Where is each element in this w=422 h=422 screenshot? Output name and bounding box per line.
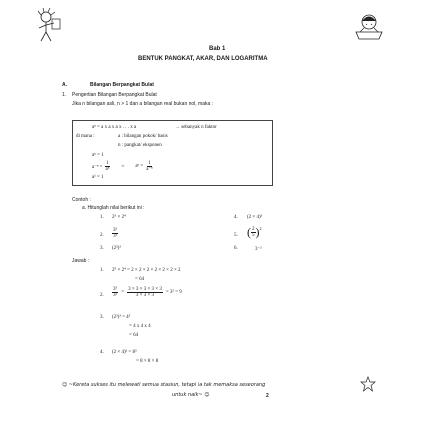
answer-number: 1. (100, 268, 104, 273)
answer-step: (2 × 4)³ = 8³ (112, 350, 137, 355)
answer-step: (2²)³ = 4³ (112, 315, 131, 320)
expansion-note: → sebanyak n faktor (175, 125, 217, 130)
answer-step: = 64 (129, 333, 139, 338)
expansion-formula: aⁿ = a x a x a x . . . x a (92, 125, 137, 130)
section-heading: Bilangan Berpangkat Bulat (90, 82, 154, 88)
answer-step: = 64 (135, 277, 145, 282)
answer-number: 4. (100, 350, 104, 355)
example-item-expression: 2⁵ × 2⁴ (112, 215, 126, 220)
reading-girl-doodle-icon (34, 8, 64, 44)
example-item-expression: (2²)³ (112, 246, 121, 251)
chapter-label: Bab 1 (209, 46, 226, 52)
example-item-paren-fraction: ( $\frac{2}{5}$ ) 2 (247, 225, 262, 239)
studying-boy-doodle-icon (352, 12, 386, 42)
answer-step: 2⁵ × 2⁴ = 2 × 2 × 2 × 2 × 2 × 2 × 2 (112, 268, 181, 273)
answer-step: = 8 × 8 × 8 (136, 359, 159, 364)
footer-quote-line-1: ☺ ~Kereta sukses itu melewati semua stasiun, tetapi ia tak memaksa seseorang (62, 382, 266, 388)
footer-quote-line-2: untuk naik~ ☺ (172, 392, 210, 398)
rule-negative-power (92, 161, 154, 172)
example-item-number: 1. (100, 215, 104, 220)
subsection-heading: Pengertian Bilangan Berpangkat Bulat (72, 92, 157, 98)
example-item-number: 6. (234, 246, 238, 251)
rule2-mid: aⁿ = (135, 164, 144, 169)
example-label: Contoh : (72, 197, 91, 203)
answer-step-fraction: $\frac{\text{3⁵}}{\text{3²}}$ = $\frac{3 \times 3 \times 3 \times 3 \times 3}{3 \times 3 \times 3}$ = 3² = 9 (113, 287, 182, 298)
where-label: di mana : (76, 134, 95, 139)
example-item-number: 4. (234, 215, 238, 220)
answer-label: Jawab : (72, 258, 90, 264)
star-doodle-icon (360, 376, 376, 392)
example-item-number: 3. (100, 246, 104, 251)
example-task: a. Hitunglah nilai berikut ini : (82, 205, 145, 211)
definition-intro: Jika n bilangan asli, n > 1 dan a bilangan real bukan nol, maka : (72, 101, 214, 107)
example-item-number: 2. (100, 233, 104, 238)
answer-number: 3. (100, 315, 104, 320)
where-a: a : bilangan pokok/ basis (118, 134, 168, 139)
page-number: 2 (266, 393, 269, 399)
example-item-fraction: $\frac{\text{3⁵}}{\text{3²}}$ (113, 228, 118, 239)
rule-power-one: a¹ = 1 (92, 175, 104, 180)
equivalence-arrow-icon: ⇔ (120, 164, 126, 169)
answer-step: = 4 x 4 x 4 (129, 324, 151, 329)
rule2-fraction: $\frac{1}{\text{aⁿ}}$ (105, 161, 110, 172)
example-item-number: 5. (234, 233, 238, 238)
subsection-number: 1. (62, 92, 67, 98)
example-item-expression: (2 × 4)³ (247, 215, 263, 220)
answer-number: 2. (100, 293, 104, 298)
chapter-title: BENTUK PANGKAT, AKAR, DAN LOGARITMA (138, 56, 268, 62)
rule2-lhs: a⁻ⁿ = (92, 164, 103, 170)
rule-zero-power: aⁿ = 1 (92, 153, 104, 158)
example-item-expression: 3⁻² (255, 247, 262, 252)
section-letter: A. (62, 82, 67, 88)
where-n: n : pangkat/ eksponen (118, 143, 162, 148)
rule2-fraction-2: $\frac{1}{\text{a⁻ⁿ}}$ (146, 161, 153, 172)
